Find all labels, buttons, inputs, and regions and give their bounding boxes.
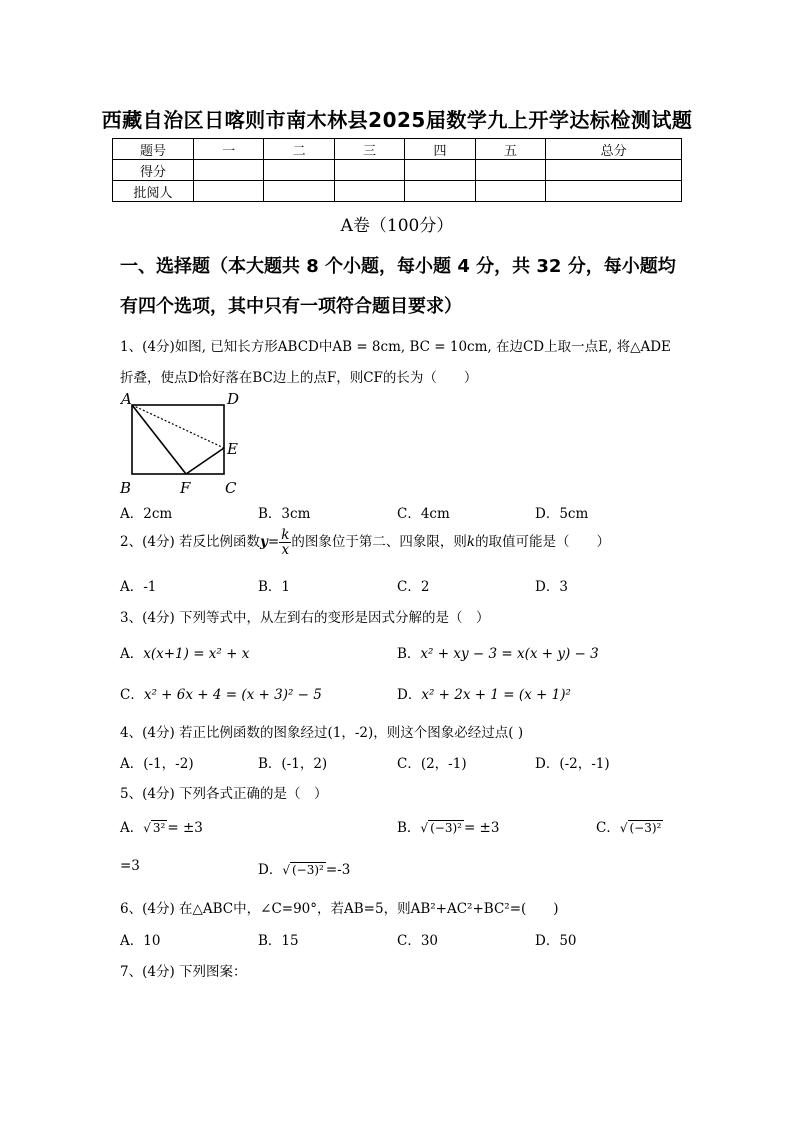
q5-option-a[interactable]: [120, 816, 203, 836]
score-table-cell[interactable]: [405, 160, 475, 181]
score-table-cell: 二: [264, 139, 334, 160]
q3-option-d[interactable]: [397, 683, 571, 703]
score-table-cell[interactable]: [475, 181, 545, 202]
score-table-header-row: [113, 139, 682, 160]
score-table-cell[interactable]: [194, 181, 264, 202]
score-table-cell[interactable]: [546, 160, 682, 181]
page-title: 西藏自治区日喀则市南木林县2025届数学九上开学达标检测试题: [101, 108, 693, 132]
label-d: D: [227, 390, 240, 408]
q3-option-b[interactable]: [397, 642, 599, 662]
q5-option-a-radicand: 3²: [152, 821, 166, 835]
score-table-cell: 总分: [546, 139, 682, 160]
q2-func-eq: =: [267, 534, 280, 550]
q7-stem: 7、(4分) 下列图案：: [120, 964, 247, 980]
q5-option-d-tail: =-3: [325, 862, 351, 878]
q5-option-c-tail: =3: [120, 858, 140, 874]
q4-option-c[interactable]: C．(2，-1): [397, 756, 467, 772]
q3-option-a[interactable]: [120, 642, 249, 662]
q3-option-b-label: B．: [397, 646, 421, 662]
score-table-cell[interactable]: [334, 181, 404, 202]
q6-option-c[interactable]: C．30: [397, 933, 439, 949]
q1-option-c[interactable]: C．4cm: [397, 506, 450, 522]
q3-option-d-expr: x² + 2x + 1 = (x + 1)²: [421, 687, 571, 703]
q6-option-b[interactable]: B．15: [258, 933, 299, 949]
sqrt-icon: √ (−3)²: [282, 863, 324, 877]
label-b: B: [120, 479, 132, 497]
q2-func-y: y: [260, 534, 268, 550]
score-table-row: [113, 160, 682, 181]
q5-option-c-radicand: (−3)²: [629, 821, 662, 835]
score-table-cell[interactable]: [475, 160, 545, 181]
q6-option-a[interactable]: A．10: [120, 933, 161, 949]
score-table-row: [113, 181, 682, 202]
q2-frac-num: k: [281, 527, 290, 543]
score-table-cell: 四: [405, 139, 475, 160]
q4-option-a[interactable]: A．(-1，-2): [120, 756, 194, 772]
q3-stem: 3、(4分) 下列等式中，从左到右的变形是因式分解的是（ ）: [120, 610, 490, 626]
score-table-cell[interactable]: [194, 160, 264, 181]
q2-option-c[interactable]: C．2: [397, 579, 430, 595]
label-a: A: [121, 390, 132, 408]
q3-option-a-expr: x(x+1) = x² + x: [143, 646, 250, 662]
score-table-cell: 题号: [113, 139, 194, 160]
q1-stem-line2: 折叠，使点D恰好落在BC边上的点F，则CF的长为（ ）: [120, 370, 478, 386]
q2-option-d[interactable]: D．3: [535, 579, 568, 595]
score-table-cell: 五: [475, 139, 545, 160]
score-table: [112, 138, 682, 202]
q2-option-b[interactable]: B．1: [258, 579, 291, 595]
section1-heading-line1: 一、选择题（本大题共 8 个小题，每小题 4 分，共 32 分，每小题均: [120, 256, 676, 277]
section1-heading-line2: 有四个选项，其中只有一项符合题目要求）: [120, 296, 462, 317]
section-a-heading: A卷（100分）: [340, 216, 454, 236]
score-table-cell: 批阅人: [113, 181, 194, 202]
score-table-cell[interactable]: [264, 181, 334, 202]
score-table-cell[interactable]: [405, 181, 475, 202]
q5-option-b-tail: = ±3: [463, 820, 500, 836]
q2-suffix-a: 的图象位于第二、四象限，则: [291, 534, 467, 550]
score-table-cell[interactable]: [264, 160, 334, 181]
q3-option-b-expr: x² + xy − 3 = x(x + y) − 3: [420, 646, 599, 662]
q2-prefix: 2、(4分) 若反比例函数: [120, 534, 261, 550]
score-table-cell: 得分: [113, 160, 194, 181]
q2-option-a[interactable]: A．-1: [120, 579, 157, 595]
q4-option-b[interactable]: B．(-1，2): [258, 756, 328, 772]
q5-option-b-radicand: (−3)²: [430, 821, 462, 835]
q4-stem: 4、(4分) 若正比例函数的图象经过(1，-2)，则这个图象必经过点( ): [120, 725, 524, 741]
q5-option-c-label: C．: [596, 820, 620, 836]
q6-stem: 6、(4分) 在△ABC中，∠C=90°，若AB=5，则AB²+AC²+BC²=( ): [120, 901, 559, 917]
line-fe: [186, 448, 224, 474]
sqrt-icon: √ 3²: [143, 821, 166, 835]
q5-option-a-tail: = ±3: [167, 820, 203, 836]
score-table-cell: 三: [334, 139, 404, 160]
q3-option-c[interactable]: [120, 683, 322, 703]
q1-option-d[interactable]: D．5cm: [535, 506, 589, 522]
sqrt-icon: √ (−3)²: [420, 821, 462, 835]
q4-option-d[interactable]: D．(-2，-1): [535, 756, 610, 772]
q3-option-d-label: D．: [397, 687, 422, 703]
sqrt-icon: √ (−3)²: [619, 821, 662, 835]
label-f: F: [180, 479, 191, 497]
q3-option-c-label: C．: [120, 687, 144, 703]
q5-option-c[interactable]: [596, 816, 663, 836]
q6-option-d[interactable]: D．50: [535, 933, 577, 949]
q2-fraction: [279, 528, 291, 557]
q5-stem: 5、(4分) 下列各式正确的是（ ）: [120, 786, 328, 802]
q5-option-d[interactable]: [258, 858, 350, 878]
q5-option-b[interactable]: [397, 816, 499, 836]
label-e: E: [227, 440, 238, 458]
q1-option-a[interactable]: A．2cm: [120, 506, 173, 522]
score-table-cell: 一: [194, 139, 264, 160]
line-af: [132, 405, 186, 474]
q2-frac-den: x: [281, 542, 290, 558]
q1-option-b[interactable]: B．3cm: [258, 506, 311, 522]
q3-option-a-label: A．: [120, 646, 144, 662]
label-c: C: [225, 479, 237, 497]
q5-option-a-label: A．: [120, 820, 144, 836]
q5-option-d-label: D．: [258, 862, 283, 878]
q1-figure: [112, 388, 252, 498]
q2-stem: [120, 528, 610, 557]
q2-suffix-b: 的取值可能是（ ）: [475, 534, 611, 550]
dashed-line-ae: [132, 405, 224, 448]
q3-option-c-expr: x² + 6x + 4 = (x + 3)² − 5: [143, 687, 322, 703]
q5-option-b-label: B．: [397, 820, 421, 836]
score-table-cell[interactable]: [546, 181, 682, 202]
score-table-cell[interactable]: [334, 160, 404, 181]
q5-option-d-radicand: (−3)²: [291, 863, 324, 877]
q1-stem-line1: 1、(4分)如图, 已知长方形ABCD中AB = 8cm, BC = 10cm, 在边CD上取一点E, 将△ADE: [120, 339, 671, 355]
q2-var-k: k: [466, 534, 476, 550]
